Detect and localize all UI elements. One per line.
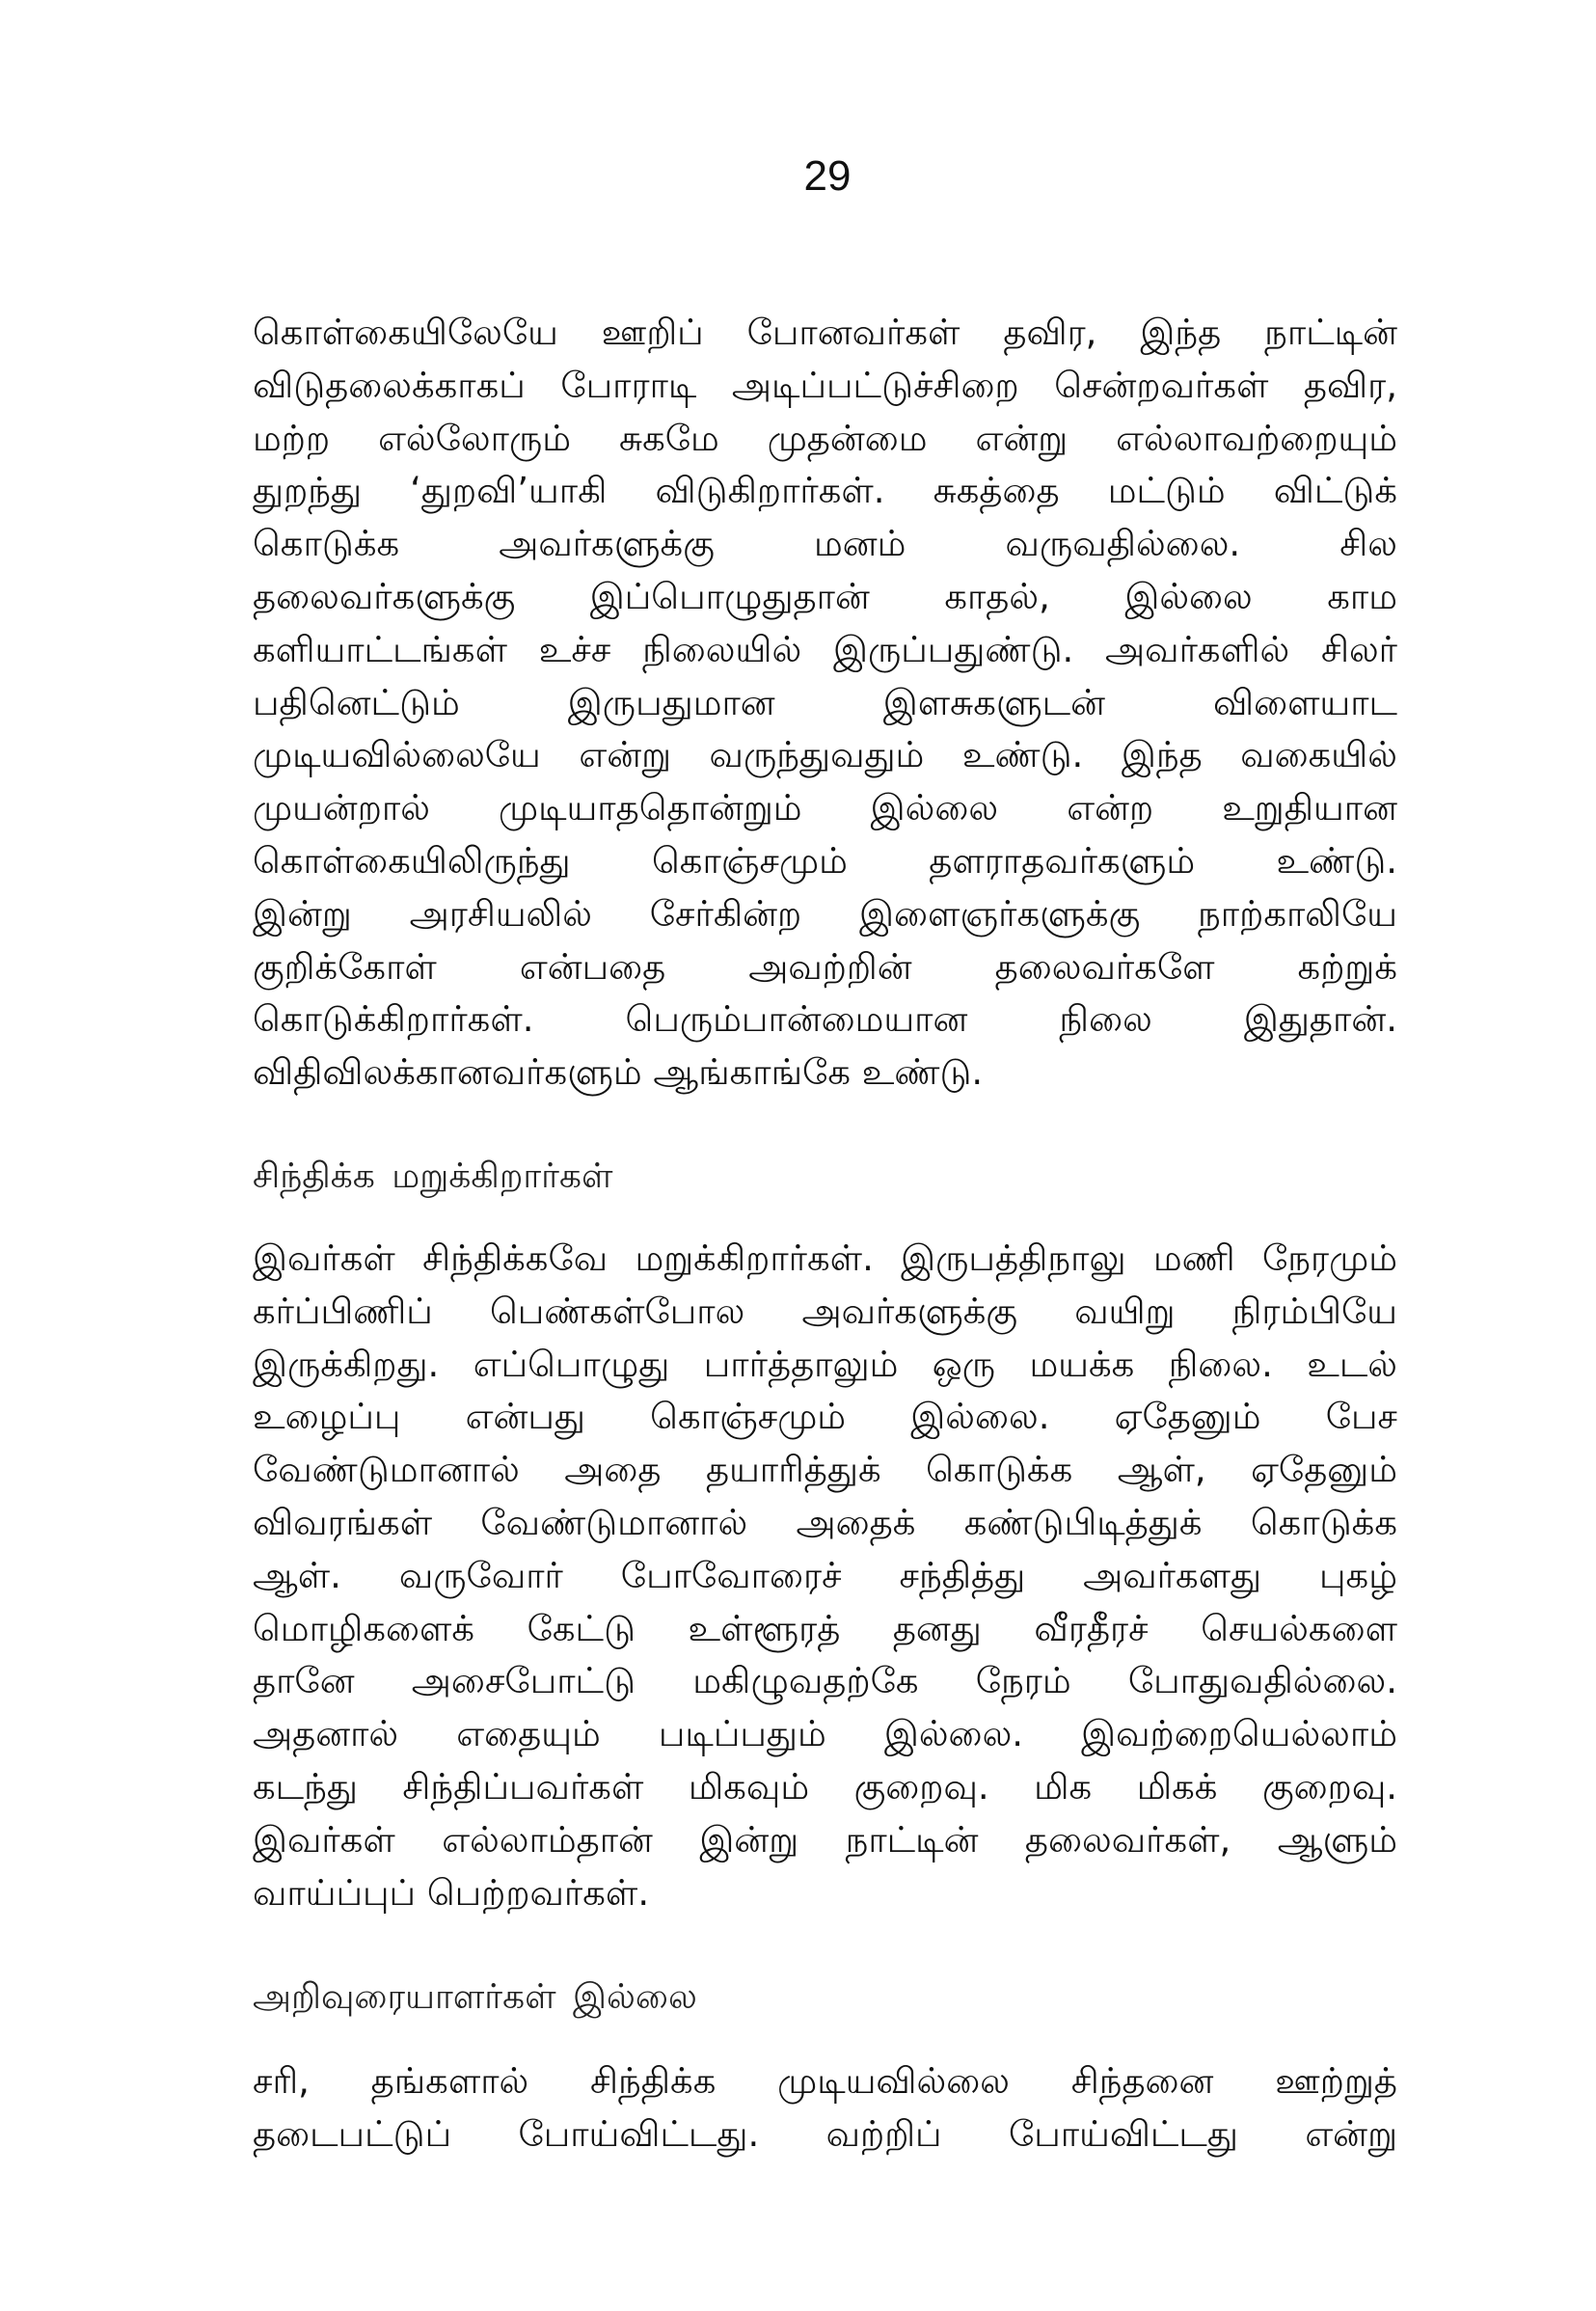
paragraph-line: துறந்து ‘துறவி’யாகி விடுகிறார்கள். சுகத்தை மட்டும் விட்டுக் bbox=[253, 470, 1397, 512]
paragraph-line: உழைப்பு என்பது கொஞ்சமும் இல்லை. ஏதேனும் பேச bbox=[253, 1396, 1397, 1438]
paragraph-line: முடியவில்லையே என்று வருந்துவதும் உண்டு. இந்த வகையில் bbox=[253, 734, 1397, 776]
paragraph-line: தானே அசைபோட்டு மகிழுவதற்கே நேரம் போதுவதில்லை. bbox=[253, 1660, 1397, 1702]
paragraph-line: கொள்கையிலிருந்து கொஞ்சமும் தளராதவர்களும் உண்டு. bbox=[253, 839, 1397, 882]
paragraph-line: விடுதலைக்காகப் போராடி அடிப்பட்டுச்சிறை சென்றவர்கள் தவிர, bbox=[253, 364, 1397, 406]
paragraph-line: விதிவிலக்கானவர்களும் ஆங்காங்கே உண்டு. bbox=[253, 1051, 984, 1094]
paragraph-line: கடந்து சிந்திப்பவர்கள் மிகவும் குறைவு. மிக மிகக் குறைவு. bbox=[253, 1765, 1397, 1808]
paragraph-line: கொடுக்க அவர்களுக்கு மனம் வருவதில்லை. சில bbox=[253, 523, 1397, 565]
paragraph-line: வாய்ப்புப் பெற்றவர்கள். bbox=[253, 1871, 650, 1914]
paragraph-line: ஆள். வருவோர் போவோரைச் சந்தித்து அவர்களது புகழ் bbox=[253, 1554, 1397, 1596]
paragraph-line: தடைபட்டுப் போய்விட்டது. வற்றிப் போய்விட்டது என்று bbox=[253, 2112, 1397, 2155]
section-paragraph bbox=[253, 2055, 1397, 2161]
paragraph-line: களியாட்டங்கள் உச்ச நிலையில் இருப்பதுண்டு. அவர்களில் சிலர் bbox=[253, 628, 1397, 670]
section-heading: அறிவுரையாளர்கள் இல்லை bbox=[253, 1977, 697, 2017]
paragraph-line: விவரங்கள் வேண்டுமானால் அதைக் கண்டுபிடித்துக் கொடுக்க bbox=[253, 1501, 1397, 1543]
paragraph-line: கொடுக்கிறார்கள். பெரும்பான்மையான நிலை இதுதான். bbox=[253, 998, 1397, 1041]
paragraph-line: முயன்றால் முடியாததொன்றும் இல்லை என்ற உறுதியான bbox=[253, 787, 1397, 829]
section-heading-block bbox=[253, 1971, 1397, 2025]
paragraph-line: மற்ற எல்லோரும் சுகமே முதன்மை என்று எல்லாவற்றையும் bbox=[253, 417, 1397, 459]
paragraph-line: இவர்கள் எல்லாம்தான் இன்று நாட்டின் தலைவர்கள், ஆளும் bbox=[253, 1818, 1397, 1861]
section-heading: சிந்திக்க மறுக்கிறார்கள் bbox=[253, 1156, 613, 1196]
section-paragraph bbox=[253, 1233, 1397, 1919]
paragraph-line: குறிக்கோள் என்பதை அவற்றின் தலைவர்களே கற்றுக் bbox=[253, 945, 1397, 988]
paragraph-line: கொள்கையிலேயே ஊறிப் போனவர்கள் தவிர, இந்த நாட்டின் bbox=[253, 312, 1397, 353]
paragraph-line: தலைவர்களுக்கு இப்பொழுதுதான் காதல், இல்லை காம bbox=[253, 575, 1397, 617]
paragraph-line: இவர்கள் சிந்திக்கவே மறுக்கிறார்கள். இருபத்திநாலு மணி நேரமும் bbox=[253, 1237, 1397, 1279]
paragraph-line: அதனால் எதையும் படிப்பதும் இல்லை. இவற்றையெல்லாம் bbox=[253, 1713, 1397, 1755]
paragraph-line: இருக்கிறது. எப்பொழுது பார்த்தாலும் ஒரு மயக்க நிலை. உடல் bbox=[253, 1343, 1397, 1385]
section-heading-block bbox=[253, 1151, 1397, 1204]
paragraph-line: பதினெட்டும் இருபதுமான இளசுகளுடன் விளையாட bbox=[253, 681, 1397, 723]
intro-paragraph bbox=[253, 307, 1397, 1100]
paragraph-line: சரி, தங்களால் சிந்திக்க முடியவில்லை சிந்தனை ஊற்றுத் bbox=[253, 2060, 1397, 2102]
paragraph-line: கர்ப்பிணிப் பெண்கள்போல அவர்களுக்கு வயிறு நிரம்பியே bbox=[253, 1290, 1397, 1332]
page-number: 29 bbox=[803, 152, 852, 200]
paragraph-line: இன்று அரசியலில் சேர்கின்ற இளைஞர்களுக்கு நாற்காலியே bbox=[253, 892, 1397, 935]
paragraph-line: வேண்டுமானால் அதை தயாரித்துக் கொடுக்க ஆள், ஏதேனும் bbox=[253, 1449, 1397, 1491]
paragraph-line: மொழிகளைக் கேட்டு உள்ளூரத் தனது வீரதீரச் செயல்களை bbox=[253, 1607, 1397, 1649]
